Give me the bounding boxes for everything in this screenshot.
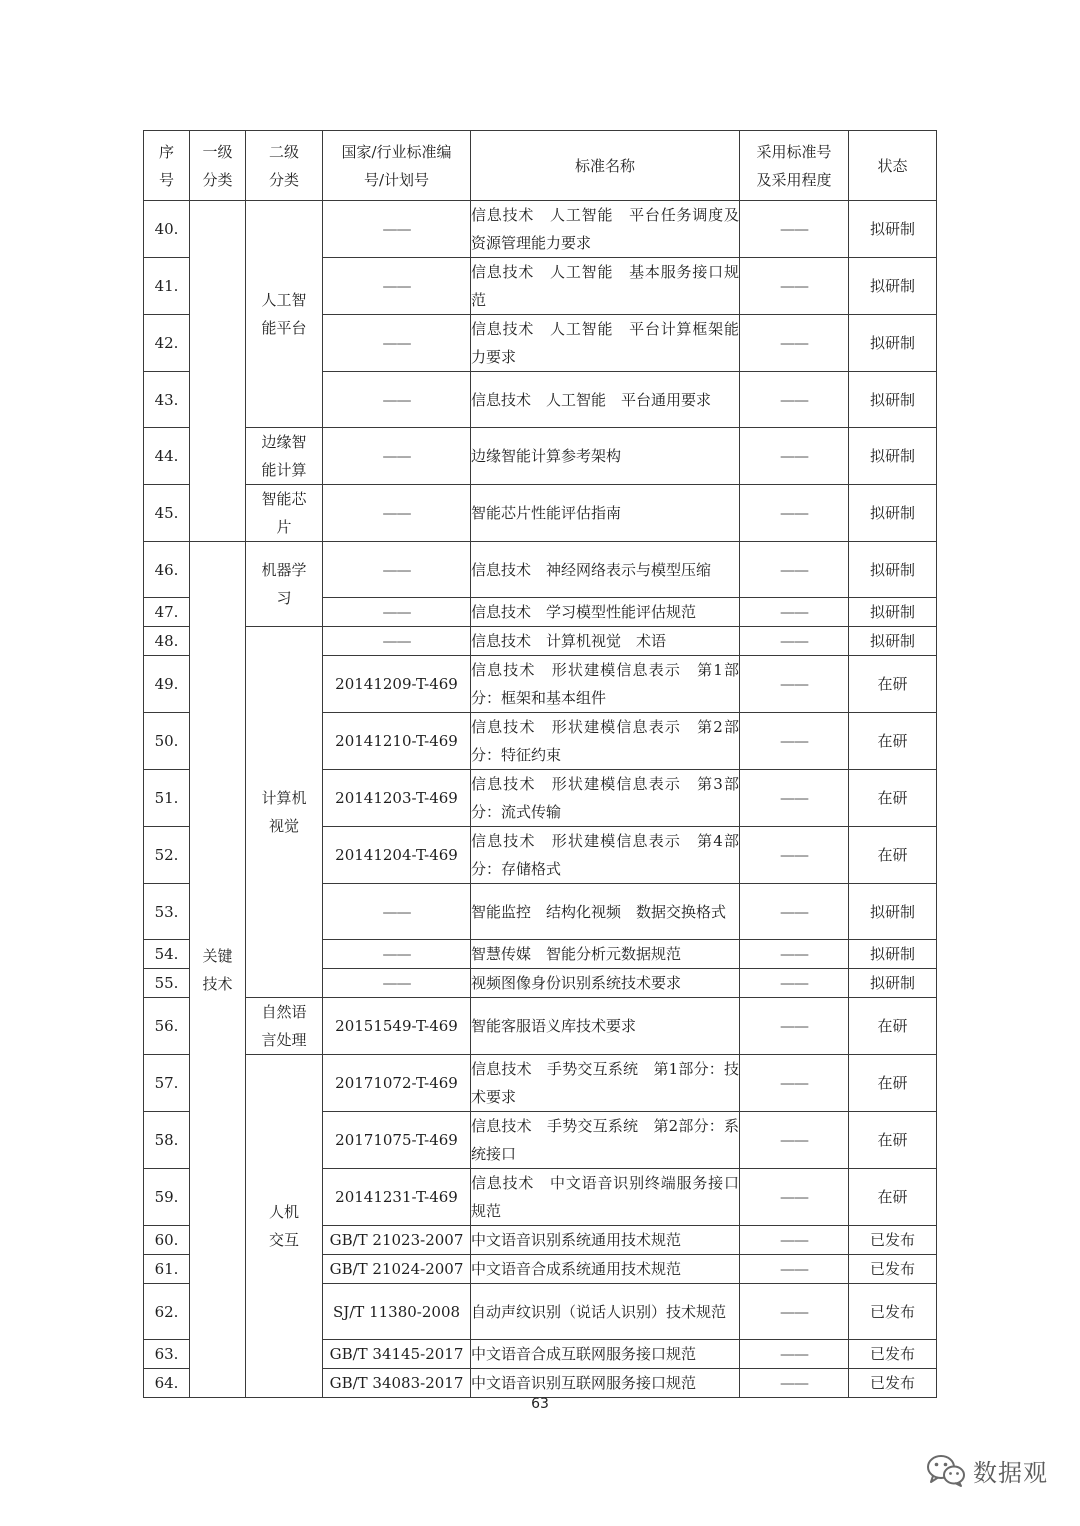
header-name: 标准名称	[471, 131, 740, 201]
row-code: ——	[323, 428, 471, 485]
row-no: 60.	[144, 1226, 190, 1255]
row-no: 62.	[144, 1284, 190, 1340]
row-code: ——	[323, 258, 471, 315]
row-code: 20171072-T-469	[323, 1055, 471, 1112]
row-code: GB/T 21023-2007	[323, 1226, 471, 1255]
row-no: 55.	[144, 969, 190, 998]
row-no: 51.	[144, 770, 190, 827]
header-level2: 二级分类	[246, 131, 323, 201]
row-no: 50.	[144, 713, 190, 770]
row-name: 视频图像身份识别系统技术要求	[471, 969, 740, 998]
row-status: 拟研制	[849, 542, 937, 598]
level1-cell-empty	[190, 201, 246, 542]
row-adopt: ——	[740, 258, 849, 315]
row-no: 45.	[144, 485, 190, 542]
row-adopt: ——	[740, 969, 849, 998]
row-adopt: ——	[740, 940, 849, 969]
row-name: 智能监控 结构化视频 数据交换格式	[471, 884, 740, 940]
row-name: 信息技术 形状建模信息表示 第4部分：存储格式	[471, 827, 740, 884]
row-no: 41.	[144, 258, 190, 315]
row-no: 44.	[144, 428, 190, 485]
row-code: ——	[323, 940, 471, 969]
row-no: 53.	[144, 884, 190, 940]
row-adopt: ——	[740, 656, 849, 713]
wechat-icon	[925, 1452, 967, 1488]
row-code: ——	[323, 315, 471, 372]
row-name: 信息技术 人工智能 平台通用要求	[471, 372, 740, 428]
row-name: 信息技术 人工智能 平台计算框架能力要求	[471, 315, 740, 372]
row-no: 40.	[144, 201, 190, 258]
level2-chip: 智能芯片	[246, 485, 323, 542]
row-no: 56.	[144, 998, 190, 1055]
row-status: 拟研制	[849, 940, 937, 969]
page-number: 63	[531, 1396, 549, 1412]
header-code: 国家/行业标准编号/计划号	[323, 131, 471, 201]
row-status: 在研	[849, 656, 937, 713]
row-adopt: ——	[740, 827, 849, 884]
row-name: 信息技术 学习模型性能评估规范	[471, 598, 740, 627]
row-adopt: ——	[740, 372, 849, 428]
watermark	[925, 1448, 1048, 1492]
row-code: 20141210-T-469	[323, 713, 471, 770]
row-adopt: ——	[740, 1255, 849, 1284]
row-status: 在研	[849, 1055, 937, 1112]
row-no: 57.	[144, 1055, 190, 1112]
row-adopt: ——	[740, 1169, 849, 1226]
row-status: 在研	[849, 1169, 937, 1226]
watermark-text: 数据观	[973, 1458, 1048, 1487]
row-status: 已发布	[849, 1255, 937, 1284]
row-name: 信息技术 手势交互系统 第1部分：技术要求	[471, 1055, 740, 1112]
row-adopt: ——	[740, 1369, 849, 1398]
row-adopt: ——	[740, 201, 849, 258]
row-adopt: ——	[740, 1055, 849, 1112]
level2-edge: 边缘智能计算	[246, 428, 323, 485]
row-adopt: ——	[740, 1284, 849, 1340]
row-name: 信息技术 人工智能 基本服务接口规范	[471, 258, 740, 315]
level2-ai-platform: 人工智能平台	[246, 201, 323, 428]
level2-cv: 计算机视觉	[246, 627, 323, 998]
row-status: 在研	[849, 1112, 937, 1169]
row-code: SJ/T 11380-2008	[323, 1284, 471, 1340]
row-code: ——	[323, 485, 471, 542]
row-status: 拟研制	[849, 201, 937, 258]
row-name: 中文语音识别互联网服务接口规范	[471, 1369, 740, 1398]
row-status: 拟研制	[849, 372, 937, 428]
table-row	[144, 1055, 937, 1112]
row-name: 中文语音识别系统通用技术规范	[471, 1226, 740, 1255]
level2-nlp: 自然语言处理	[246, 998, 323, 1055]
row-no: 58.	[144, 1112, 190, 1169]
header-level1: 一级分类	[190, 131, 246, 201]
row-status: 拟研制	[849, 485, 937, 542]
row-adopt: ——	[740, 542, 849, 598]
header-row	[144, 131, 937, 201]
row-adopt: ——	[740, 627, 849, 656]
row-adopt: ——	[740, 1112, 849, 1169]
row-code: ——	[323, 969, 471, 998]
row-status: 拟研制	[849, 969, 937, 998]
row-code: 20141203-T-469	[323, 770, 471, 827]
level2-ml: 机器学习	[246, 542, 323, 627]
row-name: 自动声纹识别（说话人识别）技术规范	[471, 1284, 740, 1340]
row-name: 边缘智能计算参考架构	[471, 428, 740, 485]
row-code: ——	[323, 542, 471, 598]
row-status: 在研	[849, 827, 937, 884]
row-name: 信息技术 神经网络表示与模型压缩	[471, 542, 740, 598]
row-code: ——	[323, 372, 471, 428]
row-no: 46.	[144, 542, 190, 598]
row-adopt: ——	[740, 770, 849, 827]
row-code: GB/T 34145-2017	[323, 1340, 471, 1369]
row-code: ——	[323, 627, 471, 656]
row-no: 47.	[144, 598, 190, 627]
row-status: 拟研制	[849, 598, 937, 627]
header-status: 状态	[849, 131, 937, 201]
row-name: 信息技术 中文语音识别终端服务接口规范	[471, 1169, 740, 1226]
row-no: 63.	[144, 1340, 190, 1369]
row-no: 64.	[144, 1369, 190, 1398]
row-code: 20141231-T-469	[323, 1169, 471, 1226]
row-code: ——	[323, 598, 471, 627]
row-adopt: ——	[740, 315, 849, 372]
row-name: 信息技术 形状建模信息表示 第1部分：框架和基本组件	[471, 656, 740, 713]
row-adopt: ——	[740, 598, 849, 627]
row-no: 49.	[144, 656, 190, 713]
row-adopt: ——	[740, 485, 849, 542]
table-row	[144, 627, 937, 656]
row-code: 20141204-T-469	[323, 827, 471, 884]
row-status: 拟研制	[849, 258, 937, 315]
table-row	[144, 428, 937, 485]
row-name: 信息技术 形状建模信息表示 第3部分：流式传输	[471, 770, 740, 827]
row-adopt: ——	[740, 713, 849, 770]
row-status: 拟研制	[849, 627, 937, 656]
row-no: 43.	[144, 372, 190, 428]
row-status: 已发布	[849, 1340, 937, 1369]
row-adopt: ——	[740, 428, 849, 485]
table-row	[144, 485, 937, 542]
row-code: ——	[323, 884, 471, 940]
row-adopt: ——	[740, 1226, 849, 1255]
row-code: ——	[323, 201, 471, 258]
level1-key-tech: 关键技术	[190, 542, 246, 1398]
row-name: 中文语音合成系统通用技术规范	[471, 1255, 740, 1284]
row-name: 智慧传媒 智能分析元数据规范	[471, 940, 740, 969]
row-status: 已发布	[849, 1369, 937, 1398]
row-name: 信息技术 手势交互系统 第2部分：系统接口	[471, 1112, 740, 1169]
row-code: 20151549-T-469	[323, 998, 471, 1055]
table-row	[144, 542, 937, 598]
header-no: 序号	[144, 131, 190, 201]
row-code: GB/T 21024-2007	[323, 1255, 471, 1284]
row-name: 中文语音合成互联网服务接口规范	[471, 1340, 740, 1369]
row-status: 已发布	[849, 1284, 937, 1340]
row-no: 42.	[144, 315, 190, 372]
row-no: 52.	[144, 827, 190, 884]
row-adopt: ——	[740, 884, 849, 940]
row-name: 信息技术 形状建模信息表示 第2部分：特征约束	[471, 713, 740, 770]
table-row	[144, 998, 937, 1055]
row-status: 在研	[849, 713, 937, 770]
row-no: 48.	[144, 627, 190, 656]
row-name: 信息技术 计算机视觉 术语	[471, 627, 740, 656]
row-code: 20141209-T-469	[323, 656, 471, 713]
row-no: 54.	[144, 940, 190, 969]
level2-hci: 人机交互	[246, 1055, 323, 1398]
row-adopt: ——	[740, 998, 849, 1055]
row-status: 拟研制	[849, 315, 937, 372]
row-no: 59.	[144, 1169, 190, 1226]
standards-table	[143, 130, 937, 1398]
row-status: 拟研制	[849, 884, 937, 940]
row-status: 在研	[849, 998, 937, 1055]
row-no: 61.	[144, 1255, 190, 1284]
row-code: 20171075-T-469	[323, 1112, 471, 1169]
row-status: 在研	[849, 770, 937, 827]
row-name: 信息技术 人工智能 平台任务调度及资源管理能力要求	[471, 201, 740, 258]
header-adopt: 采用标准号及采用程度	[740, 131, 849, 201]
row-status: 已发布	[849, 1226, 937, 1255]
table-row	[144, 201, 937, 258]
row-adopt: ——	[740, 1340, 849, 1369]
row-code: GB/T 34083-2017	[323, 1369, 471, 1398]
row-name: 智能客服语义库技术要求	[471, 998, 740, 1055]
row-status: 拟研制	[849, 428, 937, 485]
row-name: 智能芯片性能评估指南	[471, 485, 740, 542]
